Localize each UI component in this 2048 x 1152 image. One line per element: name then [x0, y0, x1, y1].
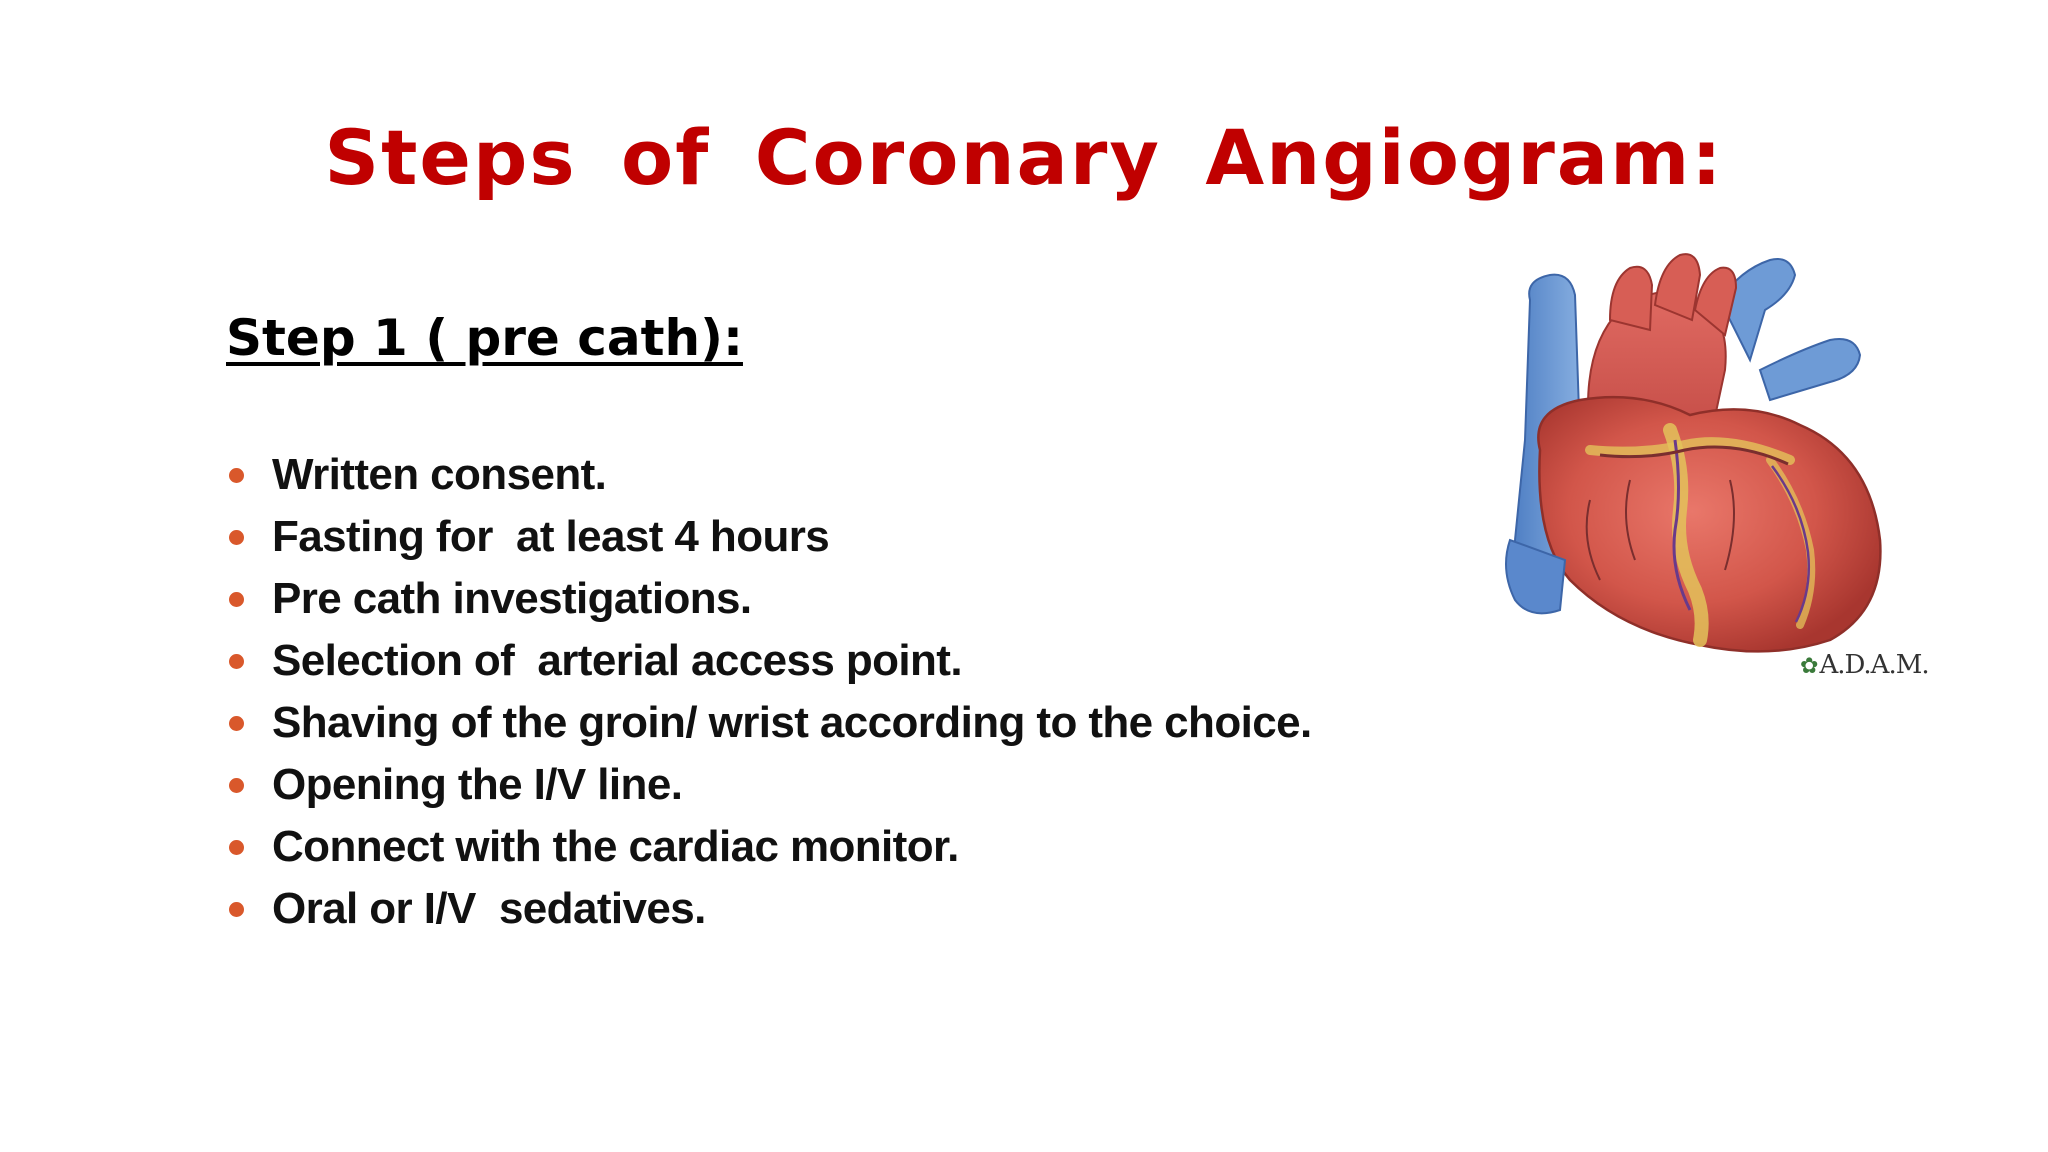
list-item [226, 568, 1312, 630]
slide-title: Steps of Coronary Angiogram: [324, 113, 1724, 202]
heart-illustration [1470, 240, 1950, 660]
bullet-dot-icon [229, 654, 244, 669]
bullet-dot-icon [229, 716, 244, 731]
flower-icon: ✿ [1800, 654, 1818, 679]
bullet-dot-icon [229, 840, 244, 855]
list-item-text: Oral or I/V sedatives. [272, 884, 706, 933]
list-item [226, 692, 1312, 754]
bullet-dot-icon [229, 468, 244, 483]
list-item-text: Pre cath investigations. [272, 574, 752, 623]
list-item [226, 754, 1312, 816]
step-heading: Step 1 ( pre cath): [226, 309, 743, 367]
list-item-text: Selection of arterial access point. [272, 636, 962, 685]
list-item-text: Opening the I/V line. [272, 760, 683, 809]
list-item-text: Written consent. [272, 450, 607, 499]
image-credit-text: A.D.A.M. [1819, 650, 1929, 680]
heart-icon [1470, 240, 1950, 660]
bullet-dot-icon [229, 530, 244, 545]
list-item [226, 878, 1312, 940]
bullet-dot-icon [229, 778, 244, 793]
list-item-text: Fasting for at least 4 hours [272, 512, 830, 561]
list-item-text: Connect with the cardiac monitor. [272, 822, 959, 871]
bullet-dot-icon [229, 592, 244, 607]
bullet-dot-icon [229, 902, 244, 917]
bullet-list [226, 444, 1312, 940]
image-credit [1800, 650, 1929, 680]
list-item-text: Shaving of the groin/ wrist according to the choice. [272, 698, 1312, 747]
list-item [226, 816, 1312, 878]
list-item [226, 444, 1312, 506]
list-item [226, 630, 1312, 692]
list-item [226, 506, 1312, 568]
